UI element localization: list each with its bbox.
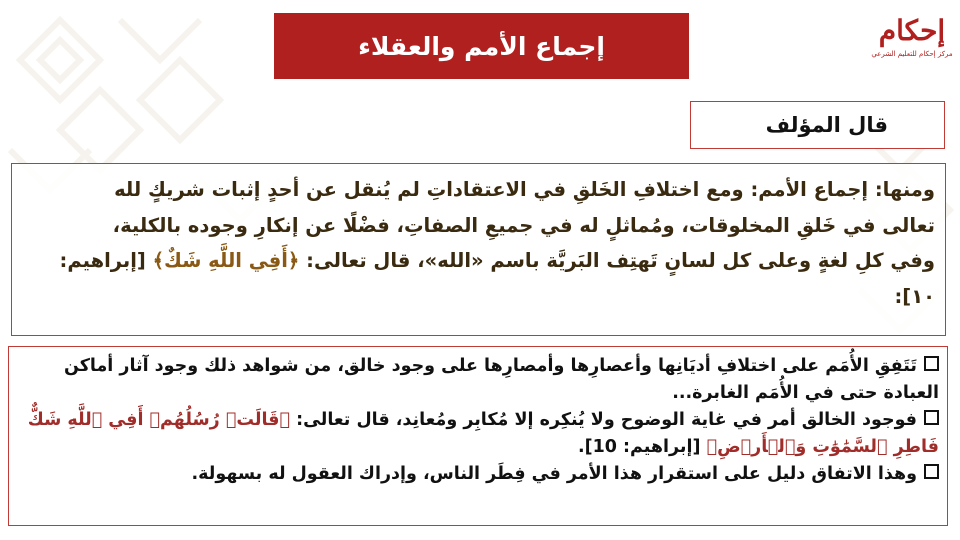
page-title-text: إجماع الأمم والعقلاء	[358, 31, 605, 61]
quote-line-3-text: وفي كلِ لغةٍ وعلى كل لسانٍ تَهتِف البَريَّة باسم «الله»، قال تعالى:	[299, 249, 935, 272]
logo	[872, 16, 952, 80]
quote-line-4: ١٠]:	[894, 284, 935, 308]
checkbox-icon	[924, 356, 939, 371]
quote-line-3	[24, 243, 935, 279]
list-item	[17, 353, 939, 407]
point-2-ref: [إبراهيم: 10].	[577, 437, 707, 457]
logo-word: إحكام	[878, 14, 946, 47]
list-item	[17, 407, 939, 461]
point-2-verse: ﴿قَالَتۡ رُسُلُهُمۡ أَفِي ٱللَّهِ شَكٌّ فَاطِرِ ٱلسَّمَٰوَٰتِ وَٱلۡأَرۡضِ﴾	[27, 410, 939, 457]
list-item	[17, 461, 939, 488]
quote-verse-ref: [إبراهيم:	[59, 249, 153, 272]
points-list	[8, 346, 948, 526]
speaker-label: قال المؤلف	[765, 113, 888, 137]
quote-verse: ﴿أَفِي اللَّهِ شَكٌ﴾	[152, 249, 300, 272]
point-2-text: فوجود الخالق أمر في غاية الوضوح ولا يُنكِره إلا مُكابِر ومُعانِد، قال تعالى:	[289, 410, 917, 430]
point-1-text: تَتَفِقِ الأُمَم على اختلافِ أديَانِها وأعصارِها وأمصارِها على وجود خالق، من شواهد ذلك وجود آثار أماكن العبادة حتى في الأُمَم الغابرة...	[63, 356, 939, 403]
checkbox-icon	[924, 410, 939, 425]
speaker-label-box	[690, 101, 945, 149]
point-3-text: وهذا الاتفاق دليل على استقرار هذا الأمر في فِطَر الناس، وإدراك العقول له بسهولة.	[191, 464, 917, 484]
checkbox-icon	[924, 464, 939, 479]
quote-line-1: ومنها: إجماع الأمم: ومع اختلافِ الخَلقِ في الاعتقاداتِ لم يُنقل عن أحدٍ إثبات شريكٍ لله	[114, 178, 935, 201]
page-title	[274, 13, 689, 79]
quote-line-2: تعالى في خَلقِ المخلوقات، ومُماثلٍ له في جميعِ الصفاتِ، فضْلًا عن إنكارِ وجوده بالكلية،	[112, 213, 935, 237]
logo-subtitle: مركز إحكام للتعليم الشرعي	[871, 50, 953, 58]
author-quote	[11, 163, 946, 336]
